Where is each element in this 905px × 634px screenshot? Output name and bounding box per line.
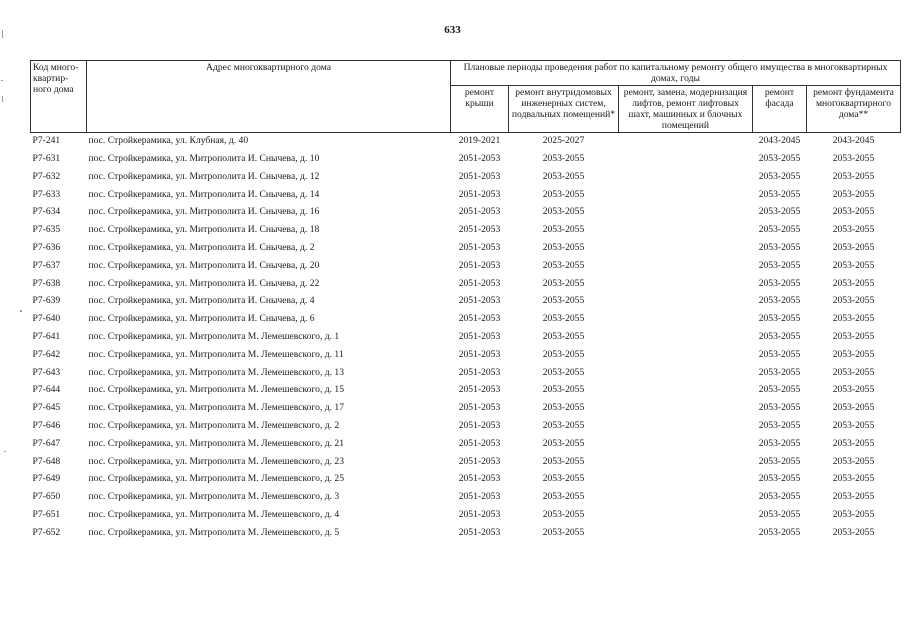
cell-code: Р7-636 <box>32 241 61 253</box>
cell-elevators <box>619 470 753 488</box>
header-foundation: ремонт фундамента многоквартирного дома** <box>807 86 901 133</box>
cell-address: пос. Стройкерамика, ул. Митрополита М. Лемешевского, д. 5 <box>88 526 340 538</box>
table-row <box>31 150 901 168</box>
cell-address: пос. Стройкерамика, ул. Митрополита И. Снычева, д. 10 <box>88 153 320 164</box>
cell-address: пос. Стройкерамика, ул. Митрополита И. Снычева, д. 12 <box>88 170 320 182</box>
cell-elevators <box>619 346 753 364</box>
scan-mark <box>20 310 22 312</box>
cell-code: Р7-649 <box>32 473 61 485</box>
cell-foundation: 2053-2055 <box>832 313 875 325</box>
cell-roof: 2051-2053 <box>458 153 501 164</box>
cell-elevators <box>619 524 753 542</box>
cell-address: пос. Стройкерамика, ул. Митрополита И. Снычева, д. 20 <box>88 259 320 271</box>
cell-address: пос. Стройкерамика, ул. Митрополита И. Снычева, д. 16 <box>88 206 320 218</box>
cell-roof: 2051-2053 <box>458 348 501 360</box>
scan-mark <box>1 80 3 81</box>
table-row <box>31 168 901 186</box>
cell-code: Р7-646 <box>32 419 61 431</box>
cell-code: Р7-631 <box>32 153 61 164</box>
table-header <box>31 61 901 133</box>
cell-roof: 2051-2053 <box>458 224 501 236</box>
cell-systems: 2053-2055 <box>542 491 585 503</box>
cell-foundation: 2053-2055 <box>832 366 875 378</box>
cell-foundation: 2053-2055 <box>832 473 875 485</box>
table-row <box>31 275 901 293</box>
cell-roof: 2051-2053 <box>458 384 501 396</box>
cell-facade: 2053-2055 <box>758 437 801 449</box>
cell-address: пос. Стройкерамика, ул. Митрополита И. Снычева, д. 14 <box>88 188 320 200</box>
cell-elevators <box>619 488 753 506</box>
cell-foundation: 2053-2055 <box>832 348 875 360</box>
cell-elevators <box>619 399 753 417</box>
cell-foundation: 2053-2055 <box>832 491 875 503</box>
cell-facade: 2053-2055 <box>758 170 801 182</box>
cell-facade: 2053-2055 <box>758 153 801 164</box>
cell-foundation: 2053-2055 <box>832 241 875 253</box>
cell-elevators <box>619 186 753 204</box>
cell-systems: 2053-2055 <box>542 437 585 449</box>
cell-elevators <box>619 453 753 471</box>
cell-code: Р7-635 <box>32 224 61 236</box>
cell-foundation: 2053-2055 <box>832 419 875 431</box>
cell-roof: 2051-2053 <box>458 295 501 307</box>
cell-code: Р7-640 <box>32 313 61 325</box>
cell-systems: 2053-2055 <box>542 455 585 467</box>
cell-roof: 2051-2053 <box>458 330 501 342</box>
cell-facade: 2053-2055 <box>758 419 801 431</box>
table-row <box>31 488 901 506</box>
cell-foundation: 2053-2055 <box>832 384 875 396</box>
cell-code: Р7-647 <box>32 437 61 449</box>
table-row <box>31 310 901 328</box>
cell-systems: 2053-2055 <box>542 170 585 182</box>
page-number: 633 <box>444 24 461 36</box>
table-row <box>31 453 901 471</box>
cell-code: Р7-637 <box>32 259 61 271</box>
header-systems: ремонт внутридомовых инженерных систем, подвальных помещений* <box>509 86 619 133</box>
cell-foundation: 2053-2055 <box>832 437 875 449</box>
cell-roof: 2051-2053 <box>458 241 501 253</box>
table-row <box>31 524 901 542</box>
cell-facade: 2053-2055 <box>758 473 801 485</box>
cell-facade: 2053-2055 <box>758 348 801 360</box>
cell-code: Р7-651 <box>32 508 61 520</box>
cell-roof: 2051-2053 <box>458 491 501 503</box>
cell-address: пос. Стройкерамика, ул. Митрополита И. Снычева, д. 18 <box>88 224 320 236</box>
header-elevators: ремонт, замена, модернизация лифтов, ремонт лифтовых шахт, машинных и блочных помещений <box>619 86 753 133</box>
cell-roof: 2051-2053 <box>458 526 501 538</box>
cell-address: пос. Стройкерамика, ул. Митрополита М. Лемешевского, д. 17 <box>88 402 345 414</box>
cell-code: Р7-652 <box>32 526 61 538</box>
cell-roof: 2051-2053 <box>458 402 501 414</box>
table-row <box>31 399 901 417</box>
cell-elevators <box>619 364 753 382</box>
cell-address: пос. Стройкерамика, ул. Митрополита И. Снычева, д. 22 <box>88 277 320 289</box>
cell-systems: 2053-2055 <box>542 206 585 218</box>
cell-facade: 2053-2055 <box>758 402 801 414</box>
header-periods: Плановые периоды проведения работ по капитальному ремонту общего имущества в многоквартирных домах, годы <box>451 61 901 86</box>
cell-elevators <box>619 417 753 435</box>
cell-code: Р7-638 <box>32 277 61 289</box>
cell-foundation: 2053-2055 <box>832 330 875 342</box>
cell-foundation: 2053-2055 <box>832 259 875 271</box>
cell-roof: 2051-2053 <box>458 206 501 218</box>
cell-address: пос. Стройкерамика, ул. Митрополита М. Лемешевского, д. 1 <box>88 330 340 342</box>
cell-address: пос. Стройкерамика, ул. Клубная, д. 40 <box>88 135 249 146</box>
cell-facade: 2053-2055 <box>758 295 801 307</box>
cell-roof: 2051-2053 <box>458 419 501 431</box>
cell-systems: 2053-2055 <box>542 295 585 307</box>
cell-facade: 2053-2055 <box>758 508 801 520</box>
table-row <box>31 203 901 221</box>
cell-roof: 2019-2021 <box>458 135 501 146</box>
table-row <box>31 186 901 204</box>
cell-foundation: 2053-2055 <box>832 277 875 289</box>
cell-code: Р7-641 <box>32 330 61 342</box>
cell-facade: 2053-2055 <box>758 384 801 396</box>
cell-address: пос. Стройкерамика, ул. Митрополита М. Лемешевского, д. 25 <box>88 473 345 485</box>
cell-roof: 2051-2053 <box>458 366 501 378</box>
cell-foundation: 2053-2055 <box>832 402 875 414</box>
cell-roof: 2051-2053 <box>458 188 501 200</box>
table-row <box>31 346 901 364</box>
cell-elevators <box>619 133 753 151</box>
cell-systems: 2053-2055 <box>542 348 585 360</box>
header-roof: ремонт крыши <box>451 86 509 133</box>
cell-facade: 2053-2055 <box>758 259 801 271</box>
cell-address: пос. Стройкерамика, ул. Митрополита М. Лемешевского, д. 4 <box>88 508 340 520</box>
cell-foundation: 2053-2055 <box>832 526 875 538</box>
cell-systems: 2053-2055 <box>542 473 585 485</box>
cell-address: пос. Стройкерамика, ул. Митрополита И. Снычева, д. 6 <box>88 313 315 325</box>
cell-elevators <box>619 150 753 168</box>
cell-facade: 2053-2055 <box>758 277 801 289</box>
cell-systems: 2053-2055 <box>542 384 585 396</box>
table-row <box>31 328 901 346</box>
cell-facade: 2053-2055 <box>758 206 801 218</box>
scan-mark <box>4 451 6 452</box>
cell-foundation: 2053-2055 <box>832 455 875 467</box>
cell-foundation: 2053-2055 <box>832 206 875 218</box>
cell-facade: 2053-2055 <box>758 455 801 467</box>
cell-roof: 2051-2053 <box>458 170 501 182</box>
cell-systems: 2053-2055 <box>542 188 585 200</box>
cell-systems: 2053-2055 <box>542 366 585 378</box>
cell-address: пос. Стройкерамика, ул. Митрополита М. Лемешевского, д. 11 <box>88 348 344 360</box>
cell-systems: 2053-2055 <box>542 526 585 538</box>
table-row <box>31 470 901 488</box>
cell-code: Р7-650 <box>32 491 61 503</box>
cell-facade: 2053-2055 <box>758 526 801 538</box>
cell-code: Р7-642 <box>32 348 61 360</box>
cell-roof: 2051-2053 <box>458 437 501 449</box>
table-row <box>31 381 901 399</box>
header-facade: ремонт фасада <box>753 86 807 133</box>
cell-elevators <box>619 328 753 346</box>
table-row <box>31 221 901 239</box>
table-row <box>31 239 901 257</box>
header-code: Код много-квартир-ного дома <box>31 61 87 133</box>
cell-code: Р7-634 <box>32 206 61 218</box>
cell-facade: 2053-2055 <box>758 188 801 200</box>
cell-foundation: 2053-2055 <box>832 188 875 200</box>
cell-code: Р7-639 <box>32 295 61 307</box>
header-address: Адрес многоквартирного дома <box>87 61 451 133</box>
scan-mark <box>2 30 3 38</box>
cell-systems: 2053-2055 <box>542 313 585 325</box>
cell-facade: 2053-2055 <box>758 241 801 253</box>
cell-address: пос. Стройкерамика, ул. Митрополита М. Лемешевского, д. 2 <box>88 419 340 431</box>
cell-elevators <box>619 239 753 257</box>
cell-systems: 2053-2055 <box>542 402 585 414</box>
cell-systems: 2053-2055 <box>542 224 585 236</box>
table-row <box>31 364 901 382</box>
cell-roof: 2051-2053 <box>458 259 501 271</box>
cell-code: Р7-632 <box>32 170 61 182</box>
cell-roof: 2051-2053 <box>458 277 501 289</box>
cell-systems: 2053-2055 <box>542 277 585 289</box>
cell-elevators <box>619 435 753 453</box>
cell-foundation: 2053-2055 <box>832 153 875 164</box>
cell-systems: 2025-2027 <box>542 135 585 146</box>
cell-foundation: 2053-2055 <box>832 295 875 307</box>
cell-elevators <box>619 257 753 275</box>
cell-elevators <box>619 168 753 186</box>
cell-address: пос. Стройкерамика, ул. Митрополита М. Лемешевского, д. 13 <box>88 366 345 378</box>
cell-elevators <box>619 292 753 310</box>
table-row <box>31 417 901 435</box>
cell-address: пос. Стройкерамика, ул. Митрополита М. Лемешевского, д. 15 <box>88 384 345 396</box>
cell-code: Р7-643 <box>32 366 61 378</box>
cell-roof: 2051-2053 <box>458 455 501 467</box>
cell-address: пос. Стройкерамика, ул. Митрополита М. Лемешевского, д. 23 <box>88 455 345 467</box>
cell-elevators <box>619 381 753 399</box>
table-row <box>31 506 901 524</box>
cell-facade: 2053-2055 <box>758 330 801 342</box>
cell-address: пос. Стройкерамика, ул. Митрополита И. Снычева, д. 4 <box>88 295 315 307</box>
cell-foundation: 2053-2055 <box>832 224 875 236</box>
cell-elevators <box>619 203 753 221</box>
cell-elevators <box>619 506 753 524</box>
table-row <box>31 257 901 275</box>
cell-foundation: 2053-2055 <box>832 508 875 520</box>
cell-address: пос. Стройкерамика, ул. Митрополита М. Лемешевского, д. 21 <box>88 437 345 449</box>
cell-code: Р7-644 <box>32 384 61 396</box>
cell-systems: 2053-2055 <box>542 259 585 271</box>
cell-elevators <box>619 275 753 293</box>
cell-foundation: 2053-2055 <box>832 170 875 182</box>
cell-foundation: 2043-2045 <box>832 135 875 146</box>
cell-systems: 2053-2055 <box>542 330 585 342</box>
cell-facade: 2053-2055 <box>758 491 801 503</box>
table-row <box>31 133 901 151</box>
cell-address: пос. Стройкерамика, ул. Митрополита И. Снычева, д. 2 <box>88 241 315 253</box>
table-body <box>31 133 901 542</box>
cell-code: Р7-633 <box>32 188 61 200</box>
repair-schedule-table <box>30 60 901 542</box>
cell-systems: 2053-2055 <box>542 153 585 164</box>
cell-systems: 2053-2055 <box>542 419 585 431</box>
cell-facade: 2053-2055 <box>758 313 801 325</box>
cell-elevators <box>619 310 753 328</box>
cell-systems: 2053-2055 <box>542 241 585 253</box>
cell-code: Р7-241 <box>32 135 61 146</box>
cell-roof: 2051-2053 <box>458 313 501 325</box>
table-row <box>31 292 901 310</box>
cell-systems: 2053-2055 <box>542 508 585 520</box>
cell-roof: 2051-2053 <box>458 473 501 485</box>
cell-facade: 2043-2045 <box>758 135 801 146</box>
table-row <box>31 435 901 453</box>
cell-facade: 2053-2055 <box>758 366 801 378</box>
scan-mark <box>2 96 3 102</box>
cell-facade: 2053-2055 <box>758 224 801 236</box>
cell-elevators <box>619 221 753 239</box>
cell-address: пос. Стройкерамика, ул. Митрополита М. Лемешевского, д. 3 <box>88 491 340 503</box>
cell-roof: 2051-2053 <box>458 508 501 520</box>
cell-code: Р7-648 <box>32 455 61 467</box>
cell-code: Р7-645 <box>32 402 61 414</box>
